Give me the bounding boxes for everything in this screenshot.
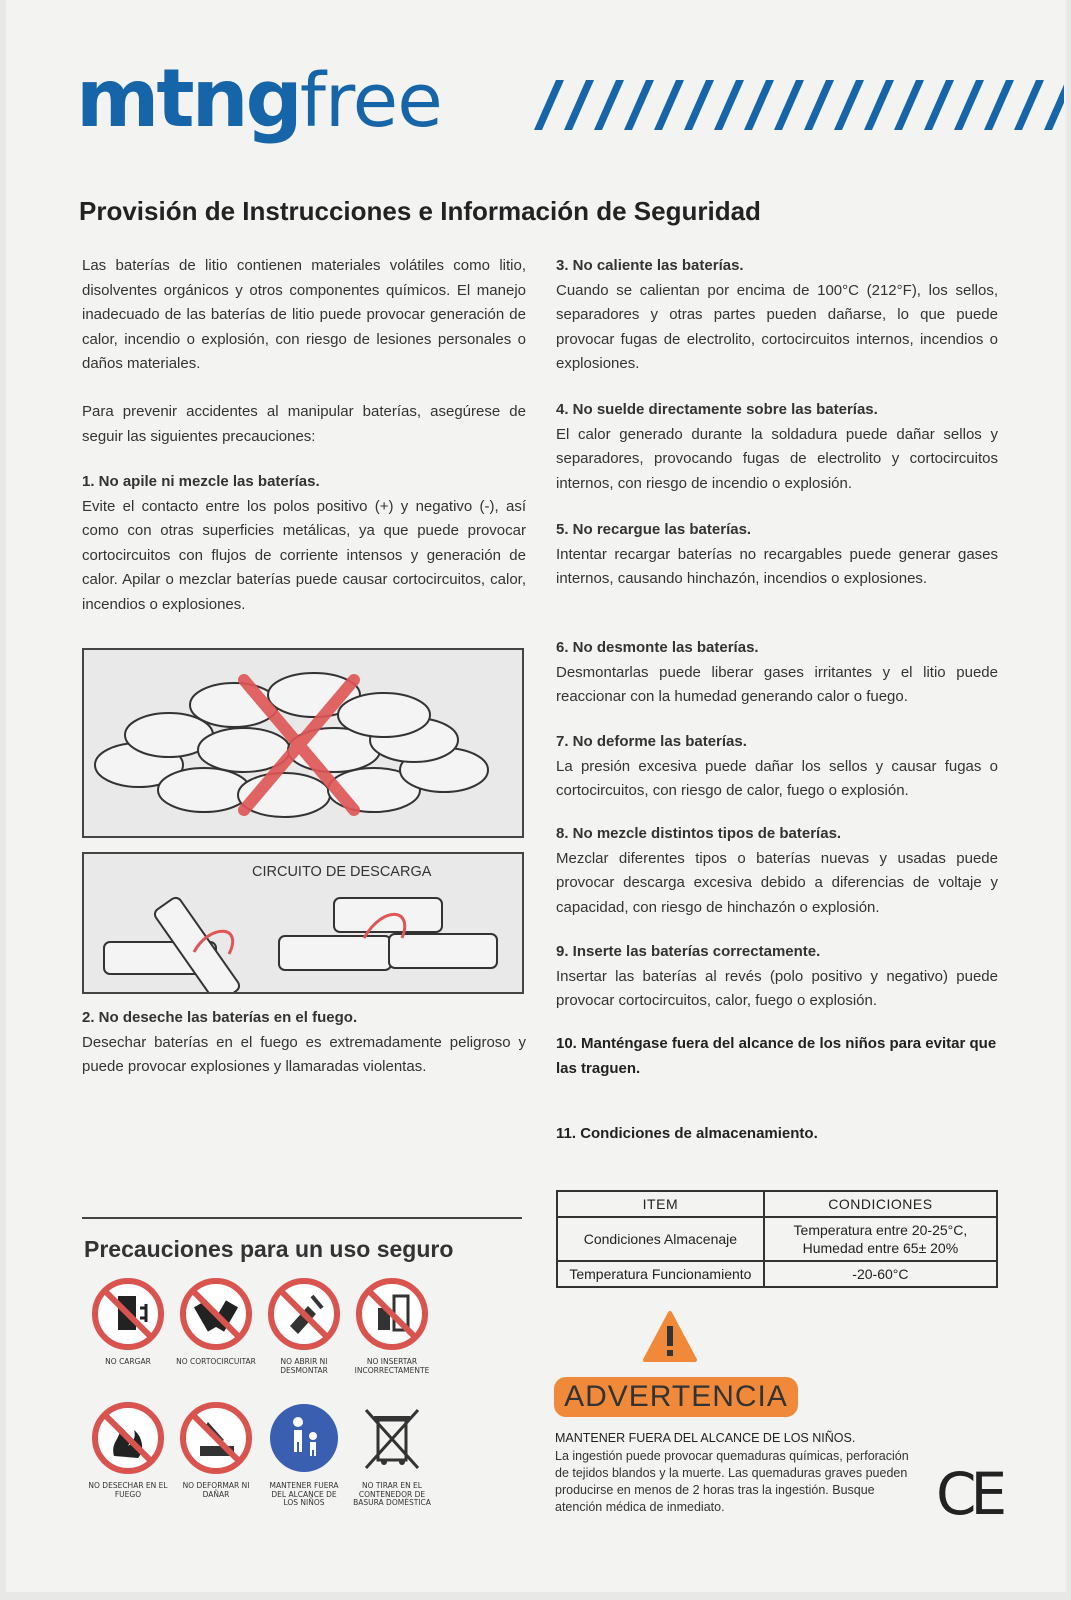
icon-caption: MANTENER FUERA DEL ALCANCE DE LOS NIÑOS bbox=[269, 1481, 339, 1507]
warning-heading: MANTENER FUERA DEL ALCANCE DE LOS NIÑOS. bbox=[555, 1431, 856, 1445]
table-header-row bbox=[557, 1191, 997, 1217]
table-cell: Temperatura entre 20-25°C, Humedad entre 65± 20% bbox=[764, 1217, 997, 1261]
warning-triangle-icon bbox=[642, 1310, 698, 1364]
precaution-text: Desmontarlas puede liberar gases irritantes y el litio puede reaccionar con la humedad generando calor o fuego. bbox=[556, 663, 998, 706]
no-open-icon bbox=[264, 1278, 344, 1375]
precaution-item-11 bbox=[556, 1122, 998, 1147]
precaution-title: 2. No deseche las baterías en el fuego. bbox=[82, 1009, 358, 1026]
section-divider bbox=[82, 1217, 522, 1219]
icon-caption: NO DEFORMAR NI DAÑAR bbox=[182, 1481, 250, 1499]
precaution-title: 11. Condiciones de almacenamiento. bbox=[556, 1125, 818, 1142]
precaution-title: 4. No suelde directamente sobre las baterías. bbox=[556, 401, 878, 418]
warning-text: La ingestión puede provocar quemaduras químicas, perforación de tejidos blandos y la muerte. Las quemaduras graves pueden producirse en menos de 2 horas tras la ingestión. Busque atención médica de inmediato. bbox=[555, 1449, 909, 1514]
no-fire-icon bbox=[88, 1402, 168, 1499]
intro-paragraph: Las baterías de litio contienen materiales volátiles como litio, disolventes orgánicos y otros componentes químicos. El manejo inadecuado de las baterías de litio puede provocar generación de calor, incendio o explosión, con riesgo de lesiones personales o daños materiales. bbox=[82, 257, 526, 373]
discharge-circuit-figure bbox=[82, 852, 524, 994]
brand-logo-bold: mtng bbox=[76, 52, 300, 145]
precaution-title: 3. No caliente las baterías. bbox=[556, 257, 744, 274]
no-short-circuit-icon bbox=[176, 1278, 256, 1367]
precaution-item-9 bbox=[556, 940, 998, 1014]
precaution-text: El calor generado durante la soldadura puede dañar sellos y separadores, provocando fugas de electrolito y cortocircuitos internos, con riesgo de incendio o explosión. bbox=[556, 425, 998, 492]
precaution-text: Desechar baterías en el fuego es extremadamente peligroso y puede provocar explosiones y llamaradas violentas. bbox=[82, 1033, 526, 1076]
storage-conditions-table bbox=[556, 1190, 998, 1288]
precaution-item-3 bbox=[556, 254, 998, 377]
icon-caption: NO DESECHAR EN EL FUEGO bbox=[88, 1481, 168, 1499]
precaution-item-5 bbox=[556, 518, 998, 592]
table-cell: -20-60°C bbox=[764, 1261, 997, 1287]
precaution-title: 1. No apile ni mezcle las baterías. bbox=[82, 473, 320, 490]
precaution-text: Insertar las baterías al revés (polo positivo y negativo) puede provocar cortocircuitos, calor, fuego o explosión. bbox=[556, 967, 998, 1010]
icon-caption: NO TIRAR EN EL CONTENEDOR DE BASURA DOMÉSTICA bbox=[353, 1481, 431, 1507]
precaution-text: La presión excesiva puede dañar los sellos y causar fugas o cortocircuitos, con riesgo de calor, fuego o explosión. bbox=[556, 757, 998, 800]
precaution-item-8 bbox=[556, 822, 998, 920]
icon-caption: NO INSERTAR INCORRECTAMENTE bbox=[354, 1357, 430, 1375]
precaution-title: 5. No recargue las baterías. bbox=[556, 521, 752, 538]
table-cell: Condiciones Almacenaje bbox=[557, 1217, 764, 1261]
precaution-item-10 bbox=[556, 1032, 998, 1081]
icon-caption: NO CARGAR bbox=[105, 1357, 151, 1366]
icon-caption: NO ABRIR NI DESMONTAR bbox=[280, 1357, 328, 1375]
precaution-text: Evite el contacto entre los polos positivo (+) y negativo (-), así como con otras superficies metálicas, ya que puede provocar cortocircuitos con flujos de corriente intensos y generación de calor. Apilar o mezclar baterías puede causar cortocircuitos, calor, incendios o explosiones. bbox=[82, 497, 526, 613]
table-cell: Temperatura Funcionamiento bbox=[557, 1261, 764, 1287]
precaution-title: 8. No mezcle distintos tipos de baterías. bbox=[556, 825, 842, 842]
brand-logo bbox=[76, 52, 442, 152]
table-row bbox=[557, 1217, 997, 1261]
leaflet-sheet bbox=[6, 0, 1066, 1592]
precaution-title: 9. Inserte las baterías correctamente. bbox=[556, 943, 821, 960]
no-wrong-insert-icon bbox=[352, 1278, 432, 1375]
safe-use-title: Precauciones para un uso seguro bbox=[84, 1236, 454, 1262]
precaution-item-7 bbox=[556, 730, 998, 804]
precaution-item-4 bbox=[556, 398, 998, 496]
precaution-item-2 bbox=[82, 1006, 526, 1080]
precaution-title: 7. No deforme las baterías. bbox=[556, 733, 747, 750]
no-deform-icon bbox=[176, 1402, 256, 1499]
no-charge-icon bbox=[88, 1278, 168, 1367]
keep-from-children-icon bbox=[264, 1402, 344, 1508]
precaution-title: 10. Manténgase fuera del alcance de los niños para evitar que las traguen. bbox=[556, 1035, 997, 1077]
page-title: Provisión de Instrucciones e Información de Seguridad bbox=[79, 196, 761, 226]
stacked-batteries-illustration bbox=[84, 650, 522, 836]
precaution-title: 6. No desmonte las baterías. bbox=[556, 639, 759, 656]
stacked-batteries-figure bbox=[82, 648, 524, 838]
table-header-cell: ITEM bbox=[557, 1191, 764, 1217]
precaution-text: Mezclar diferentes tipos o baterías nuevas y usadas puede provocar descarga excesiva debido a diferencias de voltaje y capacidad, con riesgo de hinchazón o explosión. bbox=[556, 849, 998, 916]
icon-caption: NO CORTOCIRCUITAR bbox=[176, 1357, 256, 1366]
ce-mark: CE bbox=[936, 1460, 1002, 1528]
precaution-text: Intentar recargar baterías no recargables puede generar gases internos, causando hinchazón, incendios o explosiones. bbox=[556, 545, 998, 588]
precaution-item-6 bbox=[556, 636, 998, 710]
brand-logo-light: free bbox=[299, 58, 442, 144]
table-row bbox=[557, 1261, 997, 1287]
circuit-figure-label: CIRCUITO DE DESCARGA bbox=[252, 864, 432, 880]
warning-badge: ADVERTENCIA bbox=[554, 1377, 798, 1417]
no-household-bin-icon bbox=[352, 1402, 432, 1508]
prevent-paragraph: Para prevenir accidentes al manipular baterías, asegúrese de seguir las siguientes precauciones: bbox=[82, 403, 526, 445]
precaution-item-1 bbox=[82, 470, 526, 618]
table-header-cell: CONDICIONES bbox=[764, 1191, 997, 1217]
decorative-stripes bbox=[534, 80, 1064, 130]
precaution-text: Cuando se calientan por encima de 100°C (212°F), los sellos, separadores y otras partes pueden dañarse, lo que puede provocar fugas de electrolito, cortocircuitos internos, incendios o explosiones. bbox=[556, 281, 998, 373]
